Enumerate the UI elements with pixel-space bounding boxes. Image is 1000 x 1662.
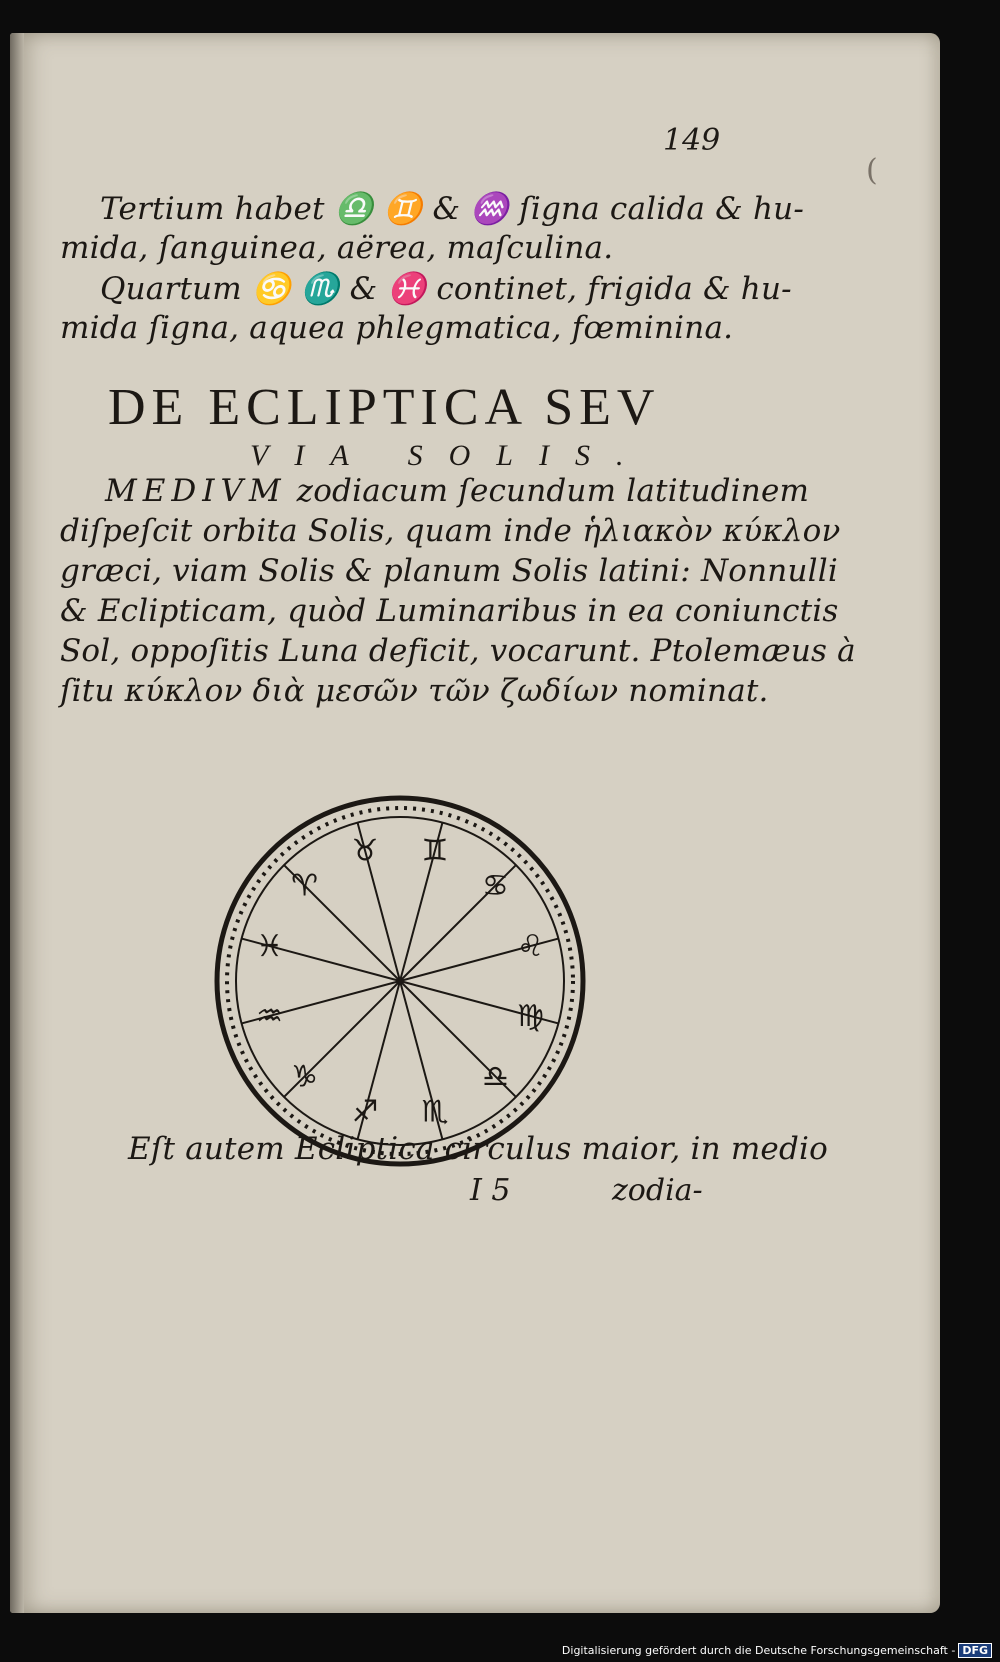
paragraph3-line4: & Eclipticam, quòd Luminaribus in ea coniunctis (60, 593, 839, 629)
page-number: 149 (663, 123, 721, 158)
zodiac-sign-glyph: ♒ (256, 998, 284, 1034)
zodiac-wheel-diagram (200, 781, 600, 1181)
digitization-credit (562, 1643, 992, 1658)
zodiac-sign-glyph: ♑ (291, 1059, 318, 1095)
section-heading: DE ECLIPTICA SEV (108, 379, 661, 436)
paragraph1-line2: mida, ſanguinea, aërea, maſculina. (60, 230, 614, 266)
paragraph3-line6: ſitu κύκλον διὰ μεσῶν τῶν ζωδίων nominat. (60, 673, 769, 709)
paragraph1-line1: Tertium habet ♎ ♊ & ♒ ſigna calida & hu- (100, 191, 805, 227)
signature-mark: I 5 (470, 1173, 511, 1208)
paragraph2-line2: mida ſigna, aquea phlegmatica, fœminina. (60, 310, 734, 346)
zodiac-sign-glyph: ♓ (256, 929, 284, 965)
zodiac-sign-glyph: ♋ (482, 868, 509, 904)
margin-mark: ( (866, 153, 878, 188)
zodiac-sign-glyph: ♍ (516, 998, 544, 1034)
paragraph3-line2: diſpeſcit orbita Solis, quam inde ἡλιακὸν κύκλον (60, 513, 841, 549)
paragraph3-line1 (105, 473, 809, 509)
paragraph3-line1-text: zodiacum ſecundum latitudinem (286, 473, 810, 509)
zodiac-sign-glyph: ♊ (421, 833, 449, 869)
closing-line: Eſt autem Ecliptica circulus maior, in medio (128, 1131, 828, 1167)
zodiac-sign-glyph: ♎ (482, 1059, 509, 1095)
zodiac-sign-glyph: ♐ (351, 1094, 379, 1130)
dfg-logo: DFG (958, 1643, 992, 1658)
zodiac-sign-glyph: ♌ (516, 929, 544, 965)
paragraph3-line5: Sol, oppoſitis Luna deficit, vocarunt. Ptolemæus à (60, 633, 856, 669)
paragraph2-line1: Quartum ♋ ♏ & ♓ continet, frigida & hu- (100, 271, 792, 307)
credit-text: Digitalisierung gefördert durch die Deutsche Forschungsgemeinschaft - (561, 1644, 956, 1657)
zodiac-sign-glyph: ♉ (351, 833, 379, 869)
zodiac-sign-glyph: ♈ (291, 868, 318, 904)
zodiac-sign-glyph: ♏ (421, 1094, 449, 1130)
first-word: MEDIVM (105, 473, 287, 509)
section-subheading: VIA SOLIS. (250, 439, 650, 472)
paragraph3-line3: græci, viam Solis & planum Solis latini: Nonnulli (60, 553, 838, 589)
catchword: zodia- (612, 1173, 703, 1208)
wheel-center (397, 978, 403, 984)
book-page (10, 33, 940, 1613)
